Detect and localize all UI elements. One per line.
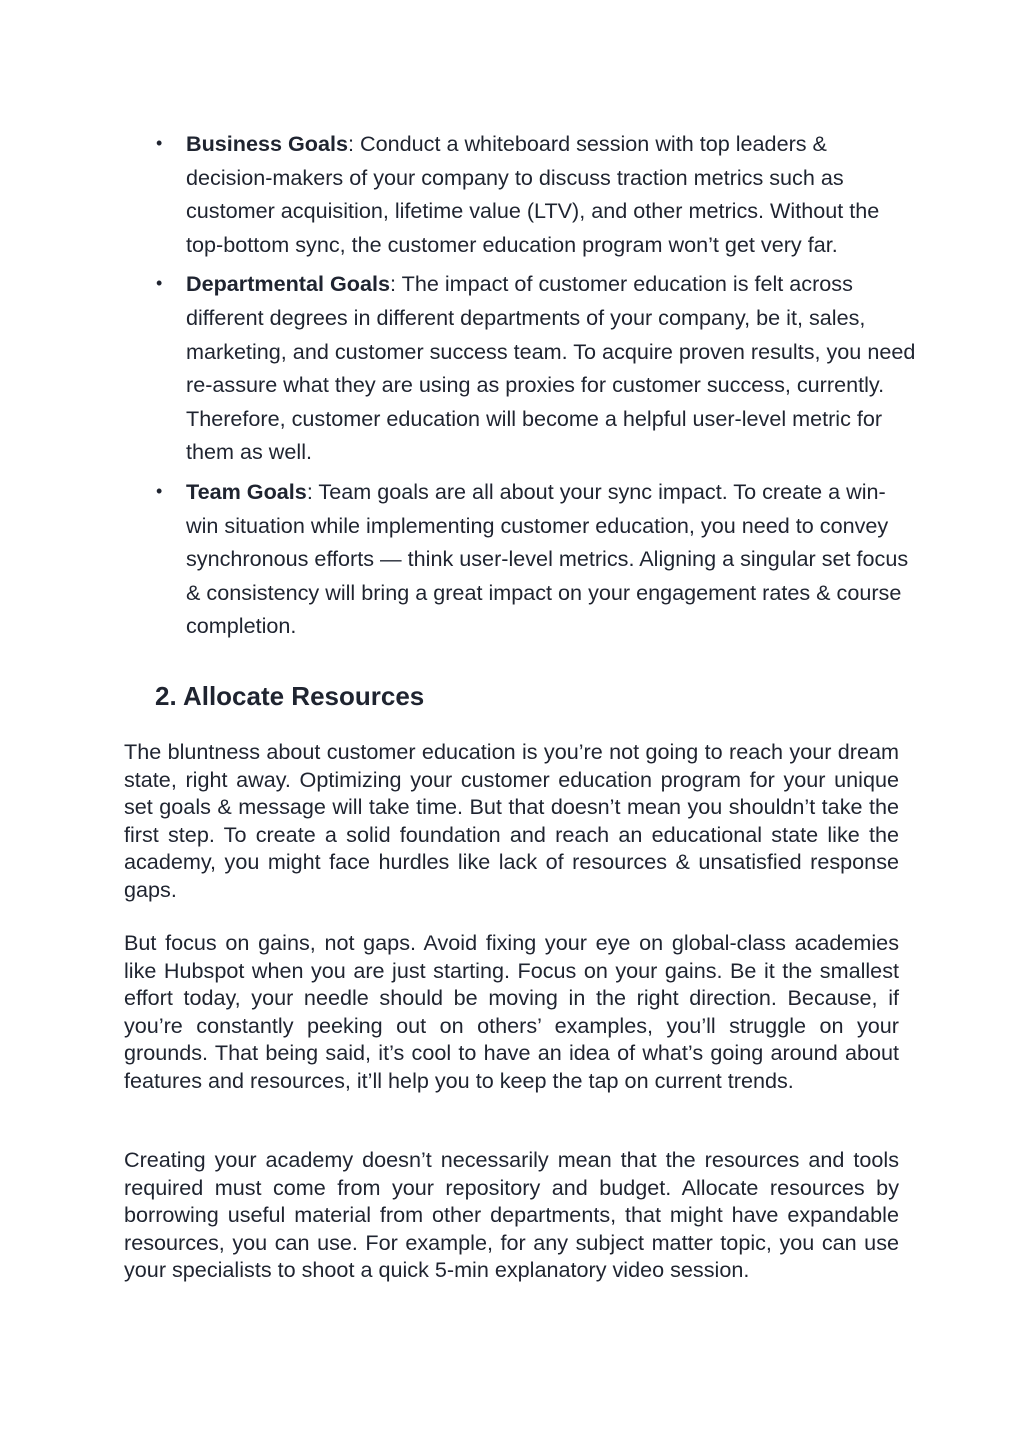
goals-bullet-list <box>156 127 916 649</box>
body-paragraph: The bluntness about customer education is you’re not going to reach your dream state, right away. Optimizing your customer education program for your unique set goals & message will take time. But that doesn’t mean you shouldn’t take the first step. To create a solid foundation and reach an educational state like the academy, you might face hurdles like lack of resources & unsatisfied response gaps. <box>124 739 899 902</box>
bullet-team-goals <box>156 475 916 643</box>
bullet-text: : The impact of customer education is felt across different degrees in different departments of your company, be it, sales, marketing, and customer success team. To acquire proven results, you need re-assure what they are using as proxies for customer success, currently. Therefore, customer education will become a helpful user-level metric for them as well. <box>186 271 916 465</box>
bullet-term: Team Goals <box>186 478 307 504</box>
bullet-text: : Conduct a whiteboard session with top leaders & decision-makers of your company to discuss traction metrics such as customer acquisition, lifetime value (LTV), and other metrics. Without the top-bottom sync, the customer education program won’t get very far. <box>186 131 880 257</box>
body-paragraph: Creating your academy doesn’t necessarily mean that the resources and tools required must come from your repository and budget. Allocate resources by borrowing useful material from other departments, that might have expandable resources, you can use. For example, for any subject matter topic, you can use your specialists to shoot a quick 5-min explanatory video session. <box>124 1147 899 1283</box>
bullet-departmental-goals <box>156 267 916 469</box>
bullet-text: : Team goals are all about your sync impact. To create a win-win situation while implementing customer education, you need to convey synchronous efforts — think user-level metrics. Aligning a singular set focus & consistency will bring a great impact on your engagement rates & course completion. <box>186 478 909 639</box>
bullet-marker: • <box>156 133 163 153</box>
bullet-marker: • <box>156 480 163 501</box>
bullet-term: Business Goals <box>186 131 349 156</box>
bullet-marker: • <box>156 273 163 294</box>
bullet-business-goals <box>156 127 916 261</box>
bullet-term: Departmental Goals <box>186 271 391 297</box>
body-paragraph: But focus on gains, not gaps. Avoid fixing your eye on global-class academies like Hubspot when you are just starting. Focus on your gains. Be it the smallest effort today, your needle should be moving in the right direction. Because, if you’re constantly peeking out on others’ examples, you’ll struggle on your grounds. That being said, it’s cool to have an idea of what’s going around about features and resources, it’ll help you to keep the tap on current trends. <box>124 930 899 1093</box>
section-heading: 2. Allocate Resources <box>155 681 425 711</box>
